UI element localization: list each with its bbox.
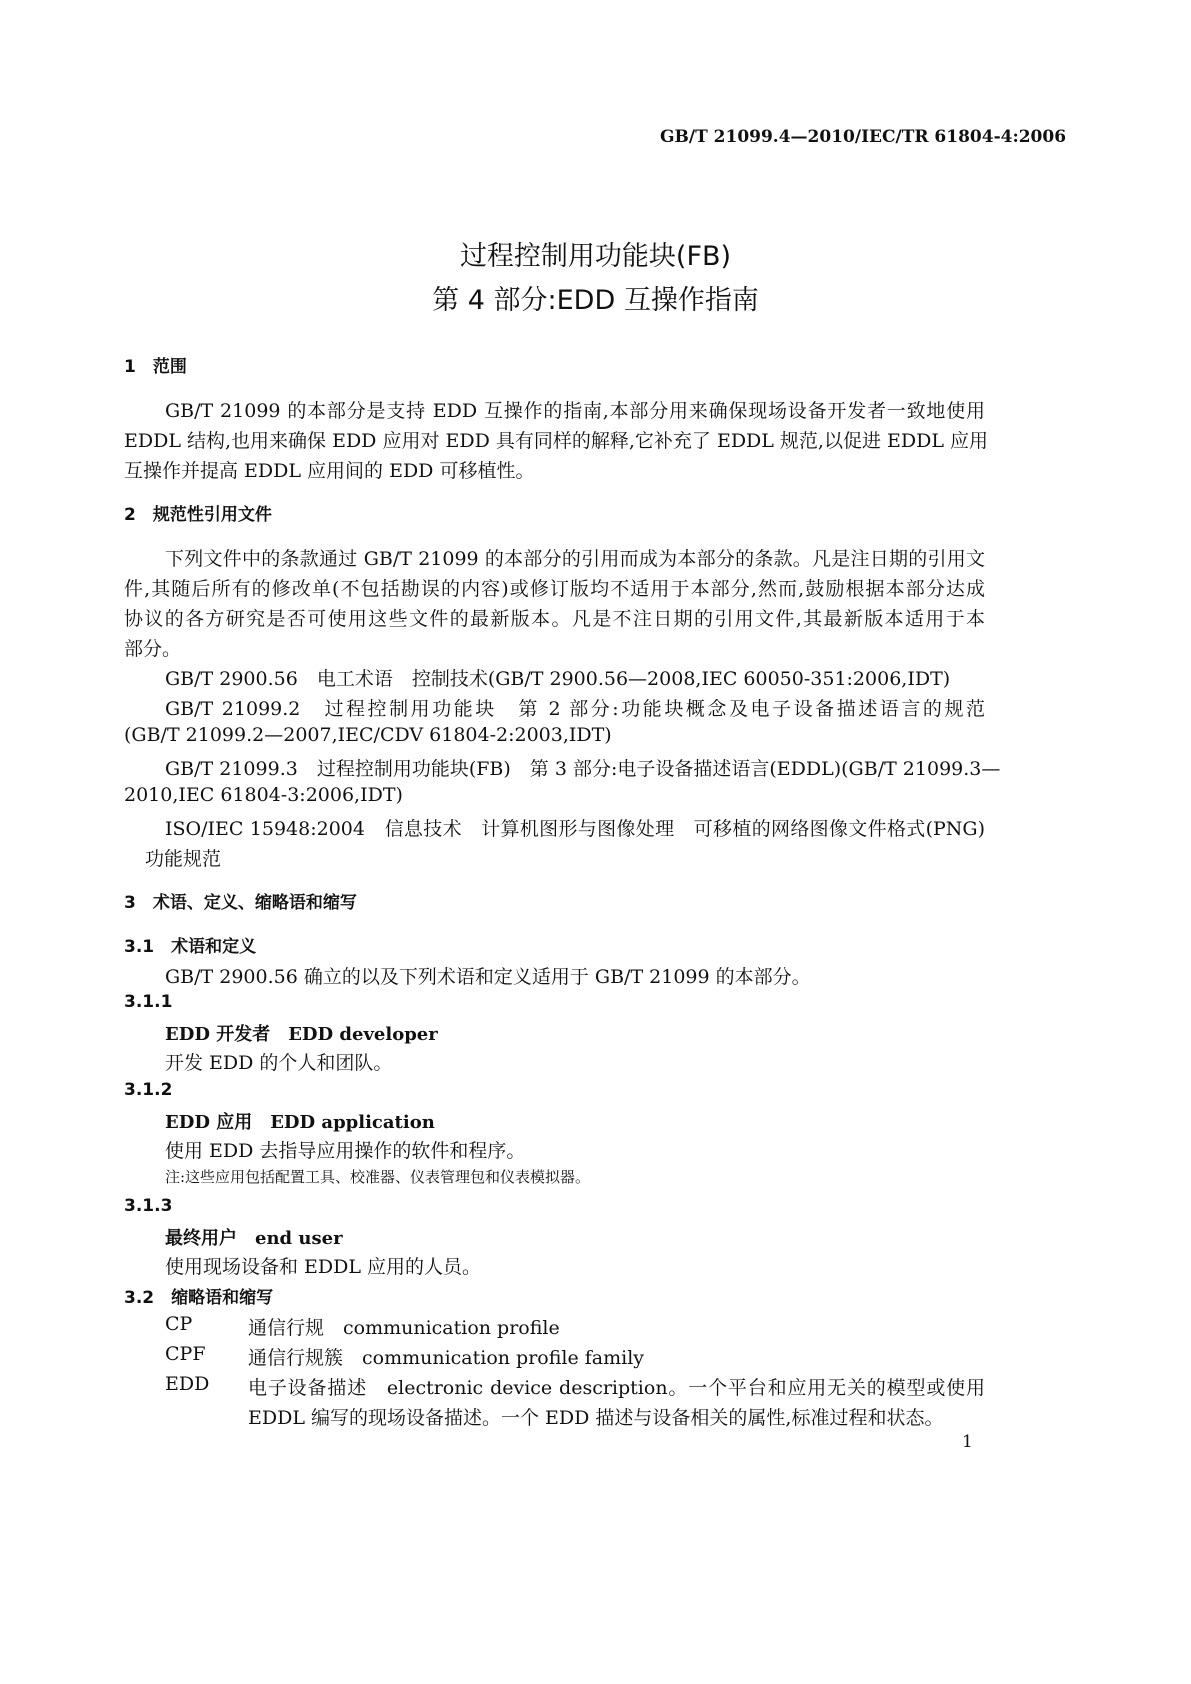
- document-title: 过程控制用功能块(FB): [459, 241, 732, 272]
- normative-reference: GB/T 21099.3 过程控制用功能块(FB) 第 3 部分:电子设备描述语言(EDDL)(GB/T 21099.3—: [165, 758, 1001, 780]
- abbreviation: EDD: [165, 1373, 210, 1395]
- section-3-1-text: GB/T 2900.56 确立的以及下列术语和定义适用于 GB/T 21099 的本部分。: [165, 966, 811, 988]
- term-definition: 开发 EDD 的个人和团队。: [165, 1052, 393, 1074]
- section-2-paragraph-line: 下列文件中的条款通过 GB/T 21099 的本部分的引用而成为本部分的条款。凡是注日期的引用文: [165, 548, 985, 570]
- term-definition: 使用现场设备和 EDDL 应用的人员。: [165, 1256, 482, 1278]
- normative-reference-continuation: (GB/T 21099.2—2007,IEC/CDV 61804-2:2003,IDT): [124, 724, 612, 746]
- section-2-paragraph-line: 件,其随后所有的修改单(不包括勘误的内容)或修订版均不适用于本部分,然而,鼓励根据本部分达成: [124, 578, 985, 600]
- term-number: 3.1.1: [124, 992, 173, 1012]
- abbreviation-text: 电子设备描述 electronic device description。一个平台和应用无关的模型或使用: [248, 1377, 985, 1399]
- term-note: 注:这些应用包括配置工具、校准器、仪表管理包和仪表模拟器。: [165, 1168, 591, 1186]
- normative-reference: ISO/IEC 15948:2004 信息技术 计算机图形与图像处理 可移植的网络图像文件格式(PNG): [165, 818, 985, 840]
- section-2-paragraph-line: 协议的各方研究是否可使用这些文件的最新版本。凡是不注日期的引用文件,其最新版本适用于本: [124, 608, 985, 630]
- section-1-paragraph-line: GB/T 21099 的本部分是支持 EDD 互操作的指南,本部分用来确保现场设备开发者一致地使用: [165, 400, 985, 422]
- section-2-paragraph-line: 部分。: [124, 638, 182, 660]
- section-1-paragraph-line: 互操作并提高 EDDL 应用间的 EDD 可移植性。: [124, 460, 535, 482]
- section-3-heading: 3 术语、定义、缩略语和缩写: [124, 893, 357, 913]
- term-number: 3.1.3: [124, 1196, 173, 1216]
- term-number: 3.1.2: [124, 1080, 173, 1100]
- page-number: 1: [962, 1432, 973, 1452]
- abbreviation-text: 通信行规簇 communication profile family: [248, 1347, 645, 1369]
- abbreviation: CPF: [165, 1343, 206, 1365]
- section-1-paragraph-line: EDDL 结构,也用来确保 EDD 应用对 EDD 具有同样的解释,它补充了 EDDL 规范,以促进 EDDL 应用: [124, 430, 989, 452]
- term-name: EDD 开发者 EDD developer: [165, 1024, 438, 1045]
- section-1-heading: 1 范围: [124, 357, 187, 377]
- section-3-1-heading: 3.1 术语和定义: [124, 937, 257, 957]
- normative-reference-continuation: 2010,IEC 61804-3:2006,IDT): [124, 784, 403, 806]
- abbreviation-text: 通信行规 communication profile: [248, 1317, 560, 1339]
- document-subtitle: 第 4 部分:EDD 互操作指南: [432, 285, 759, 316]
- term-name: EDD 应用 EDD application: [165, 1112, 435, 1133]
- abbreviation-text: EDDL 编写的现场设备描述。一个 EDD 描述与设备相关的属性,标准过程和状态。: [248, 1407, 944, 1429]
- section-3-2-heading: 3.2 缩略语和缩写: [124, 1288, 274, 1308]
- term-name: 最终用户 end user: [165, 1228, 343, 1249]
- term-definition: 使用 EDD 去指导应用操作的软件和程序。: [165, 1140, 526, 1162]
- normative-reference: GB/T 21099.2 过程控制用功能块 第 2 部分:功能块概念及电子设备描述语言的规范: [165, 698, 985, 720]
- section-2-heading: 2 规范性引用文件: [124, 505, 272, 525]
- standard-number: GB/T 21099.4—2010/IEC/TR 61804-4:2006: [660, 127, 1067, 147]
- normative-reference-continuation: 功能规范: [145, 848, 222, 870]
- abbreviation: CP: [165, 1313, 193, 1335]
- normative-reference: GB/T 2900.56 电工术语 控制技术(GB/T 2900.56—2008,IEC 60050-351:2006,IDT): [165, 668, 951, 690]
